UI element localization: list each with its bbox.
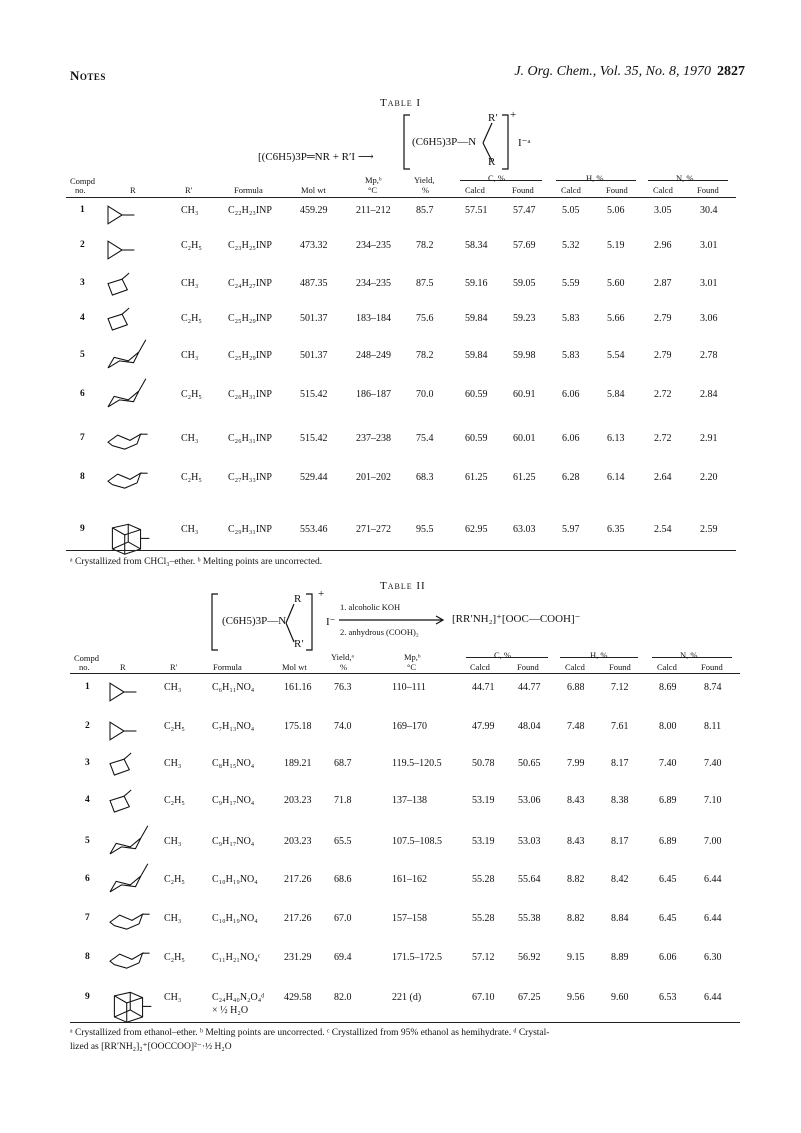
cell-no: 6 — [85, 874, 90, 884]
cell-n-calc: 2.79 — [654, 313, 672, 324]
cell-formula: C₂₃H₂₅INP — [228, 240, 272, 251]
t2-h-nitrogen-label: N, % — [680, 650, 698, 660]
cell-h-calc: 6.06 — [562, 389, 580, 400]
cell-c-calc: 60.59 — [465, 433, 488, 444]
cell-molwt: 189.21 — [284, 758, 312, 769]
t2-h-carbon-label: C, % — [494, 650, 511, 660]
table2-charge: + — [318, 588, 325, 600]
cell-mp: 186–187 — [356, 389, 391, 400]
t1-h-hydrogen-label: H, % — [586, 173, 604, 183]
journal-name: J. Org. Chem., Vol. 35, No. 8, 1970 — [514, 64, 711, 79]
cell-c-calc: 53.19 — [472, 795, 495, 806]
cell-no: 3 — [85, 758, 90, 768]
cell-n-found: 6.44 — [704, 992, 722, 1003]
cell-n-found: 7.00 — [704, 836, 722, 847]
cell-yield: 69.4 — [334, 952, 352, 963]
cell-n-calc: 8.00 — [659, 721, 677, 732]
cell-c-calc: 60.59 — [465, 389, 488, 400]
cell-molwt: 487.35 — [300, 278, 328, 289]
cell-h-calc: 7.99 — [567, 758, 585, 769]
cell-c-found: 59.98 — [513, 350, 536, 361]
cell-n-calc: 2.64 — [654, 472, 672, 483]
cell-no: 8 — [85, 952, 90, 962]
table2-arrow — [338, 615, 446, 625]
cell-h-calc: 6.28 — [562, 472, 580, 483]
cell-formula: C₂₉H₃₁INP — [228, 524, 272, 535]
cell-formula: C₆H₁₁NO₄ — [212, 682, 255, 693]
cell-c-found: 50.65 — [518, 758, 541, 769]
r-group-structure — [104, 901, 160, 945]
cell-n-found: 6.44 — [704, 874, 722, 885]
cell-yield: 71.8 — [334, 795, 352, 806]
cell-yield: 74.0 — [334, 721, 352, 732]
cell-rp: CH₃ — [181, 433, 199, 444]
cell-c-found: 53.03 — [518, 836, 541, 847]
cell-n-calc: 2.72 — [654, 389, 672, 400]
cell-yield: 70.0 — [416, 389, 434, 400]
t1-h-carbon-label: C, % — [488, 173, 505, 183]
cell-c-found: 59.05 — [513, 278, 536, 289]
cell-molwt: 231.29 — [284, 952, 312, 963]
cell-rp: C₂H₅ — [181, 472, 202, 483]
cell-yield: 78.2 — [416, 240, 434, 251]
t1-h-mp-unit: °C — [368, 185, 378, 195]
t1-h-molwt: Mol wt — [301, 185, 326, 195]
cell-mp: 157–158 — [392, 913, 427, 924]
t2-h-no: no. — [79, 662, 90, 672]
cell-yield: 68.6 — [334, 874, 352, 885]
cell-yield: 67.0 — [334, 913, 352, 924]
t2-h-yield: Yield,ᵃ — [331, 652, 354, 662]
cell-h-calc: 8.82 — [567, 874, 585, 885]
cell-no: 4 — [80, 313, 85, 323]
cell-no: 4 — [85, 795, 90, 805]
cell-molwt: 529.44 — [300, 472, 328, 483]
r-group-structure — [102, 421, 158, 465]
cell-mp: 201–202 — [356, 472, 391, 483]
cell-no: 1 — [85, 682, 90, 692]
cell-n-found: 2.20 — [700, 472, 718, 483]
cell-mp: 221 (d) — [392, 992, 422, 1003]
cell-h-found: 6.13 — [607, 433, 625, 444]
cell-h-calc: 9.56 — [567, 992, 585, 1003]
t1-h-c-found: Found — [512, 185, 534, 195]
page-number: 2827 — [717, 64, 745, 79]
cell-c-calc: 61.25 — [465, 472, 488, 483]
cell-rp: CH₃ — [164, 836, 182, 847]
cell-c-found: 57.47 — [513, 205, 536, 216]
cell-molwt: 515.42 — [300, 433, 328, 444]
cell-yield: 82.0 — [334, 992, 352, 1003]
table1-charge: + — [510, 109, 517, 121]
cell-n-found: 3.06 — [700, 313, 718, 324]
cell-n-calc: 2.87 — [654, 278, 672, 289]
cell-h-found: 5.84 — [607, 389, 625, 400]
cell-rp: C₂H₅ — [181, 240, 202, 251]
cell-h-calc: 5.83 — [562, 350, 580, 361]
cell-h-found: 6.14 — [607, 472, 625, 483]
cell-yield: 95.5 — [416, 524, 434, 535]
cell-h-found: 9.60 — [611, 992, 629, 1003]
cell-no: 5 — [85, 836, 90, 846]
cell-c-found: 59.23 — [513, 313, 536, 324]
cell-h-calc: 9.15 — [567, 952, 585, 963]
cell-c-calc: 47.99 — [472, 721, 495, 732]
r-group-structure — [104, 940, 160, 984]
t2-header-rule — [70, 673, 740, 674]
cell-c-found: 48.04 — [518, 721, 541, 732]
cell-n-found: 7.10 — [704, 795, 722, 806]
table2-cation: (C6H5)3P—N — [222, 615, 287, 627]
cell-mp: 161–162 — [392, 874, 427, 885]
cell-h-calc: 8.82 — [567, 913, 585, 924]
cell-yield: 68.3 — [416, 472, 434, 483]
cell-rp: CH₃ — [181, 524, 199, 535]
cell-h-calc: 6.06 — [562, 433, 580, 444]
cell-n-found: 7.40 — [704, 758, 722, 769]
cell-formula: C₂₄H₂₇INP — [228, 278, 272, 289]
cell-yield: 75.4 — [416, 433, 434, 444]
cell-c-calc: 59.84 — [465, 350, 488, 361]
cell-formula: C₂₂H₂₃INP — [228, 205, 272, 216]
cell-molwt: 161.16 — [284, 682, 312, 693]
t1-h-no: no. — [75, 185, 86, 195]
cell-mp: 234–235 — [356, 240, 391, 251]
cell-n-calc: 6.45 — [659, 913, 677, 924]
cell-n-calc: 2.79 — [654, 350, 672, 361]
cell-n-found: 3.01 — [700, 240, 718, 251]
cell-h-found: 5.60 — [607, 278, 625, 289]
t1-h-rp: R′ — [185, 185, 193, 195]
cell-rp: CH₃ — [181, 278, 199, 289]
cell-molwt: 217.26 — [284, 874, 312, 885]
cell-n-found: 3.01 — [700, 278, 718, 289]
cell-c-found: 57.69 — [513, 240, 536, 251]
cell-c-calc: 58.34 — [465, 240, 488, 251]
cell-n-calc: 6.53 — [659, 992, 677, 1003]
cell-rp: CH₃ — [164, 682, 182, 693]
table2-step1: 1. alcoholic KOH — [340, 602, 401, 612]
table2-r-bottom: R′ — [294, 638, 304, 650]
cell-n-found: 8.74 — [704, 682, 722, 693]
cell-n-calc: 6.45 — [659, 874, 677, 885]
t1-h-n-calcd: Calcd — [653, 185, 673, 195]
cell-c-found: 56.92 — [518, 952, 541, 963]
t2-h-mp: Mp,ᵇ — [404, 652, 421, 662]
table1-footnote: ᵃ Crystallized from CHCl₃–ether. ᵇ Melting points are uncorrected. — [70, 557, 323, 567]
t1-header-rule — [66, 197, 736, 198]
table1-r-top: R′ — [488, 112, 498, 124]
cell-formula: C₉H₁₇NO₄ — [212, 795, 255, 806]
cell-n-found: 8.11 — [704, 721, 722, 732]
table2-footnote: ᵃ Crystallized from ethanol–ether. ᵇ Melting points are uncorrected. ᶜ Crystallized from 95% ethanol as hemihydrate. ᵈ Crystal- — [70, 1028, 550, 1038]
table2-product: [RR′NH₂]⁺[OOC—COOH]⁻ — [452, 613, 581, 625]
cell-h-found: 7.61 — [611, 721, 629, 732]
cell-n-calc: 7.40 — [659, 758, 677, 769]
cell-yield: 78.2 — [416, 350, 434, 361]
cell-c-calc: 53.19 — [472, 836, 495, 847]
cell-formula: C₂₆H₃₁INP — [228, 389, 272, 400]
cell-yield: 65.5 — [334, 836, 352, 847]
cell-h-calc: 7.48 — [567, 721, 585, 732]
t2-h-compd: Compd — [74, 653, 100, 663]
cell-n-calc: 3.05 — [654, 205, 672, 216]
cell-formula-line2: × ½ H₂O — [212, 1005, 249, 1016]
t2-h-c-found: Found — [517, 662, 539, 672]
t1-h-formula: Formula — [234, 185, 263, 195]
table1-reactants: [(C6H5)3P═NR + R′I ⟶ — [258, 151, 374, 163]
cell-no: 9 — [80, 524, 85, 534]
cell-mp: 110–111 — [392, 682, 426, 693]
cell-c-calc: 59.16 — [465, 278, 488, 289]
cell-n-found: 2.91 — [700, 433, 718, 444]
cell-c-calc: 44.71 — [472, 682, 495, 693]
t1-h-mp: Mp,ᵇ — [365, 175, 382, 185]
t2-h-c-calcd: Calcd — [470, 662, 490, 672]
cell-rp: CH₃ — [164, 913, 182, 924]
table2-anion: I⁻ — [326, 616, 336, 628]
r-group-structure — [102, 460, 158, 504]
cell-h-found: 8.89 — [611, 952, 629, 963]
cell-molwt: 501.37 — [300, 350, 328, 361]
cell-formula: C₂₄H₄₀N₂O₄ᵈ — [212, 992, 265, 1003]
cell-molwt: 473.32 — [300, 240, 328, 251]
cell-molwt: 459.29 — [300, 205, 328, 216]
cell-h-calc: 5.97 — [562, 524, 580, 535]
t2-h-rp: R′ — [170, 662, 178, 672]
cell-molwt: 217.26 — [284, 913, 312, 924]
t1-h-nitrogen-label: N, % — [676, 173, 694, 183]
cell-molwt: 203.23 — [284, 795, 312, 806]
cell-no: 2 — [85, 721, 90, 731]
t2-h-h-found: Found — [609, 662, 631, 672]
t2-h-h-calcd: Calcd — [565, 662, 585, 672]
r-group-structure — [104, 862, 160, 906]
cell-yield: 75.6 — [416, 313, 434, 324]
cell-rp: C₂H₅ — [164, 721, 185, 732]
t1-h-r: R — [130, 185, 136, 195]
cell-c-found: 61.25 — [513, 472, 536, 483]
r-group-structure — [102, 377, 158, 421]
cell-c-calc: 57.51 — [465, 205, 488, 216]
cell-molwt: 553.46 — [300, 524, 328, 535]
cell-n-calc: 2.96 — [654, 240, 672, 251]
cell-h-calc: 6.88 — [567, 682, 585, 693]
cell-n-calc: 8.69 — [659, 682, 677, 693]
cell-no: 7 — [80, 433, 85, 443]
cell-n-calc: 6.89 — [659, 795, 677, 806]
journal-citation — [514, 64, 745, 80]
cell-c-calc: 59.84 — [465, 313, 488, 324]
cell-h-calc: 8.43 — [567, 795, 585, 806]
cell-c-found: 44.77 — [518, 682, 541, 693]
r-group-structure — [104, 670, 160, 714]
cell-h-calc: 5.05 — [562, 205, 580, 216]
cell-n-found: 2.78 — [700, 350, 718, 361]
cell-h-found: 6.35 — [607, 524, 625, 535]
r-group-structure — [102, 338, 158, 382]
t1-h-h-found: Found — [606, 185, 628, 195]
cell-molwt: 429.58 — [284, 992, 312, 1003]
cell-yield: 87.5 — [416, 278, 434, 289]
cell-no: 2 — [80, 240, 85, 250]
t2-bottom-rule — [70, 1022, 740, 1023]
cell-molwt: 203.23 — [284, 836, 312, 847]
cell-yield: 68.7 — [334, 758, 352, 769]
cell-mp: 107.5–108.5 — [392, 836, 442, 847]
cell-h-calc: 5.59 — [562, 278, 580, 289]
cell-h-found: 8.17 — [611, 758, 629, 769]
cell-rp: C₂H₅ — [181, 389, 202, 400]
cell-rp: C₂H₅ — [164, 952, 185, 963]
cell-no: 6 — [80, 389, 85, 399]
table2-caption: Table II — [380, 580, 426, 592]
cell-h-found: 7.12 — [611, 682, 629, 693]
cell-h-calc: 5.32 — [562, 240, 580, 251]
cell-h-found: 5.66 — [607, 313, 625, 324]
cell-n-found: 2.59 — [700, 524, 718, 535]
cell-c-found: 60.01 — [513, 433, 536, 444]
cell-n-calc: 2.54 — [654, 524, 672, 535]
cell-mp: 234–235 — [356, 278, 391, 289]
cell-n-calc: 6.06 — [659, 952, 677, 963]
table1-caption: Table I — [380, 97, 422, 109]
cell-rp: C₂H₅ — [164, 874, 185, 885]
cell-rp: CH₃ — [164, 992, 182, 1003]
cell-no: 8 — [80, 472, 85, 482]
cell-mp: 169–170 — [392, 721, 427, 732]
cell-formula: C₁₀H₁₉NO₄ — [212, 913, 258, 924]
t2-h-n-calcd: Calcd — [657, 662, 677, 672]
cell-molwt: 515.42 — [300, 389, 328, 400]
t2-h-mp-unit: °C — [407, 662, 417, 672]
cell-mp: 183–184 — [356, 313, 391, 324]
t2-h-molwt: Mol wt — [282, 662, 307, 672]
cell-c-found: 53.06 — [518, 795, 541, 806]
cell-mp: 211–212 — [356, 205, 391, 216]
t1-h-yield-unit: % — [422, 185, 430, 195]
cell-formula: C₂₅H₂₉INP — [228, 313, 272, 324]
section-title: Notes — [70, 68, 106, 83]
cell-molwt: 501.37 — [300, 313, 328, 324]
r-group-structure — [104, 783, 160, 827]
cell-c-calc: 57.12 — [472, 952, 495, 963]
cell-n-found: 6.44 — [704, 913, 722, 924]
cell-c-calc: 62.95 — [465, 524, 488, 535]
cell-h-found: 8.42 — [611, 874, 629, 885]
cell-h-found: 5.54 — [607, 350, 625, 361]
cell-rp: CH₃ — [181, 205, 199, 216]
cell-formula: C₂₆H₃₁INP — [228, 433, 272, 444]
cell-c-found: 55.64 — [518, 874, 541, 885]
cell-c-calc: 67.10 — [472, 992, 495, 1003]
cell-formula: C₉H₁₇NO₄ — [212, 836, 255, 847]
cell-rp: C₂H₅ — [164, 795, 185, 806]
cell-c-calc: 50.78 — [472, 758, 495, 769]
table1-r-bottom: R — [488, 156, 496, 168]
cell-h-found: 5.06 — [607, 205, 625, 216]
cell-yield: 85.7 — [416, 205, 434, 216]
t1-h-h-calcd: Calcd — [561, 185, 581, 195]
cell-formula: C₇H₁₃NO₄ — [212, 721, 255, 732]
cell-c-calc: 55.28 — [472, 874, 495, 885]
cell-mp: 237–238 — [356, 433, 391, 444]
cell-formula: C₂₅H₂₉INP — [228, 350, 272, 361]
cell-formula: C₂₇H₃₃INP — [228, 472, 272, 483]
cell-n-found: 30.4 — [700, 205, 718, 216]
cell-n-calc: 6.89 — [659, 836, 677, 847]
t1-h-yield: Yield, — [414, 175, 435, 185]
cell-h-found: 8.84 — [611, 913, 629, 924]
t2-h-n-found: Found — [701, 662, 723, 672]
table2-step2: 2. anhydrous (COOH)₂ — [340, 627, 419, 637]
r-group-structure — [104, 980, 160, 1024]
cell-n-calc: 2.72 — [654, 433, 672, 444]
cell-n-found: 2.84 — [700, 389, 718, 400]
cell-c-found: 60.91 — [513, 389, 536, 400]
cell-h-calc: 5.83 — [562, 313, 580, 324]
cell-no: 3 — [80, 278, 85, 288]
table1-cation: (C6H5)3P—N — [412, 136, 477, 148]
t1-bottom-rule — [66, 550, 736, 551]
cell-h-found: 8.38 — [611, 795, 629, 806]
t2-h-formula: Formula — [213, 662, 242, 672]
cell-h-found: 5.19 — [607, 240, 625, 251]
cell-rp: CH₃ — [164, 758, 182, 769]
table2-footnote-cont: lized as [RR′NH₂]₂⁺[OOCCOO]²⁻·½ H₂O — [70, 1042, 232, 1052]
cell-formula: C₈H₁₅NO₄ — [212, 758, 255, 769]
cell-yield: 76.3 — [334, 682, 352, 693]
t1-h-n-found: Found — [697, 185, 719, 195]
cell-c-found: 55.38 — [518, 913, 541, 924]
cell-mp: 271–272 — [356, 524, 391, 535]
cell-rp: CH₃ — [181, 350, 199, 361]
cell-h-calc: 8.43 — [567, 836, 585, 847]
t1-h-c-calcd: Calcd — [465, 185, 485, 195]
cell-h-found: 8.17 — [611, 836, 629, 847]
cell-c-found: 67.25 — [518, 992, 541, 1003]
t1-h-compd: Compd — [70, 176, 96, 186]
cell-n-found: 6.30 — [704, 952, 722, 963]
cell-c-calc: 55.28 — [472, 913, 495, 924]
cell-c-found: 63.03 — [513, 524, 536, 535]
cell-no: 5 — [80, 350, 85, 360]
cell-formula: C₁₁H₂₁NO₄ᶜ — [212, 952, 261, 963]
cell-formula: C₁₀H₁₉NO₄ — [212, 874, 258, 885]
cell-rp: C₂H₅ — [181, 313, 202, 324]
t2-h-r: R — [120, 662, 126, 672]
table2-r-top: R — [294, 593, 302, 605]
cell-no: 7 — [85, 913, 90, 923]
cell-mp: 248–249 — [356, 350, 391, 361]
cell-mp: 171.5–172.5 — [392, 952, 442, 963]
table1-anion: I⁻ᵃ — [518, 137, 531, 149]
t2-h-hydrogen-label: H, % — [590, 650, 608, 660]
t2-h-yield-unit: % — [340, 662, 348, 672]
cell-molwt: 175.18 — [284, 721, 312, 732]
cell-no: 9 — [85, 992, 90, 1002]
cell-mp: 119.5–120.5 — [392, 758, 442, 769]
cell-mp: 137–138 — [392, 795, 427, 806]
cell-no: 1 — [80, 205, 85, 215]
